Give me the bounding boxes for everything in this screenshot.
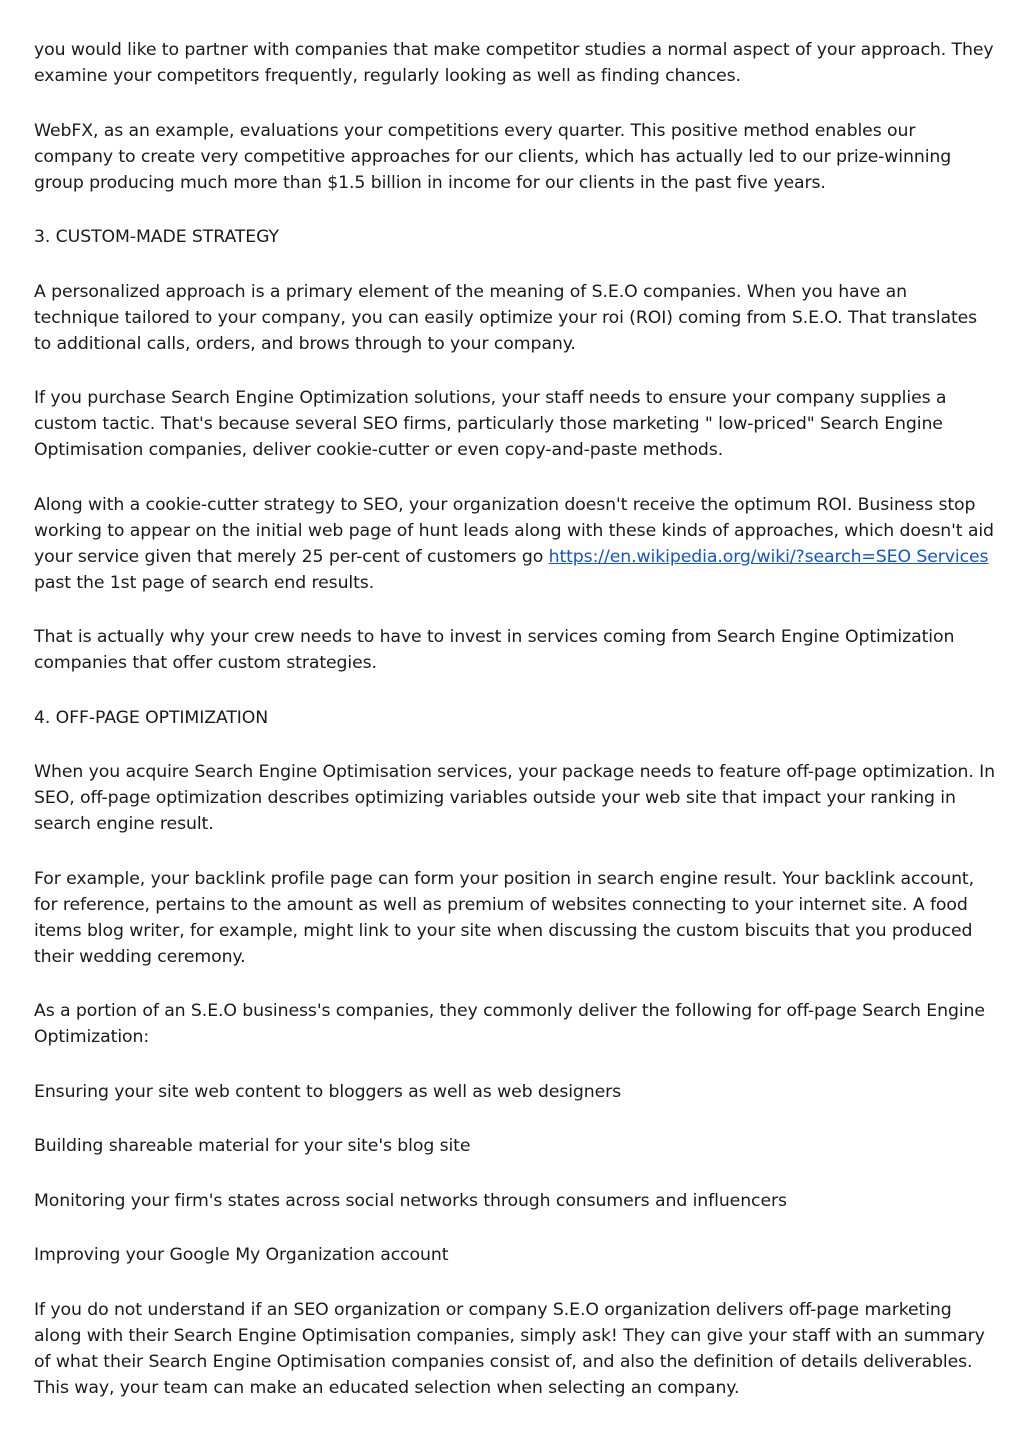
paragraph-custom-tactic: If you purchase Search Engine Optimization solutions, your staff needs to ensure your company supplies a custom tactic. That's because several SEO firms, particularly those marketing " low-priced" Search Engine Optimisation companies, deliver cookie-cutter or even copy-and-paste methods. (34, 388, 947, 460)
paragraph-cookie-cutter-text: Along with a cookie-cutter strategy to SEO, your organization doesn't receive the optimum ROI. Business stop working to appear on the initial web page of hunt leads along with these kinds of approaches, which doesn't aid your service given that merely 25 per-cent of customers go (34, 494, 994, 567)
paragraph-off-page-deliverables: As a portion of an S.E.O business's companies, they commonly deliver the following for off-page Search Engine Optimization: (34, 1001, 985, 1047)
paragraph-ask-agency: If you do not understand if an SEO organization or company S.E.O organization delivers off-page marketing along with their Search Engine Optimisation companies, simply ask! They can give your staff with an summary of what their Search Engine Optimisation companies consist of, and also the definition of details deliverables. This way, your team can make an educated selection when selecting an company. (34, 1299, 985, 1398)
paragraph-competitor-studies: you would like to partner with companies that make competitor studies a normal aspect of your approach. They examine your competitors frequently, regularly looking as well as finding chances. (34, 40, 994, 86)
section-heading-custom-strategy: 3. CUSTOM-MADE STRATEGY (34, 227, 279, 247)
paragraph-personalized-approach: A personalized approach is a primary element of the meaning of S.E.O companies. When you have an technique tailored to your company, you can easily optimize your roi (ROI) coming from S.E.O. That translates to additional calls, orders, and brows through to your company. (34, 281, 978, 354)
list-item: Improving your Google My Organization account (34, 1245, 449, 1265)
section-heading-off-page: 4. OFF-PAGE OPTIMIZATION (34, 707, 269, 728)
paragraph-cookie-cutter-tail: past the 1st page of search end results. (34, 572, 375, 593)
paragraph-invest-services: That is actually why your crew needs to have to invest in services coming from Search Engine Optimization companies that offer custom strategies. (34, 627, 955, 673)
paragraph-cookie-cutter (34, 492, 996, 596)
paragraph-off-page-intro: When you acquire Search Engine Optimisation services, your package needs to feature off-page optimization. In SEO, off-page optimization describes optimizing variables outside your web site that impact your ranking in search engine result. (34, 762, 996, 834)
paragraph-backlink-profile: For example, your backlink profile page can form your position in search engine result. Your backlink account, for reference, pertains to the amount as well as premium of websites connecting to your internet site. A food items blog writer, for example, might link to your site when discussing the custom biscuits that you produced their wedding ceremony. (34, 868, 974, 967)
document-body (34, 37, 996, 1429)
list-item: Monitoring your firm's states across social networks through consumers and influencers (34, 1190, 787, 1211)
list-item: Ensuring your site web content to bloggers as well as web designers (34, 1081, 622, 1102)
paragraph-webfx-example: WebFX, as an example, evaluations your competitions every quarter. This positive method enables our company to create very competitive approaches for our clients, which has actually led to our prize-winning group producing much more than $1.5 billion in income for our clients in the past five years. (34, 120, 952, 193)
wikipedia-seo-link[interactable]: https://en.wikipedia.org/wiki/?search=SEO Services (548, 546, 989, 567)
list-item: Building shareable material for your site's blog site (34, 1136, 471, 1156)
